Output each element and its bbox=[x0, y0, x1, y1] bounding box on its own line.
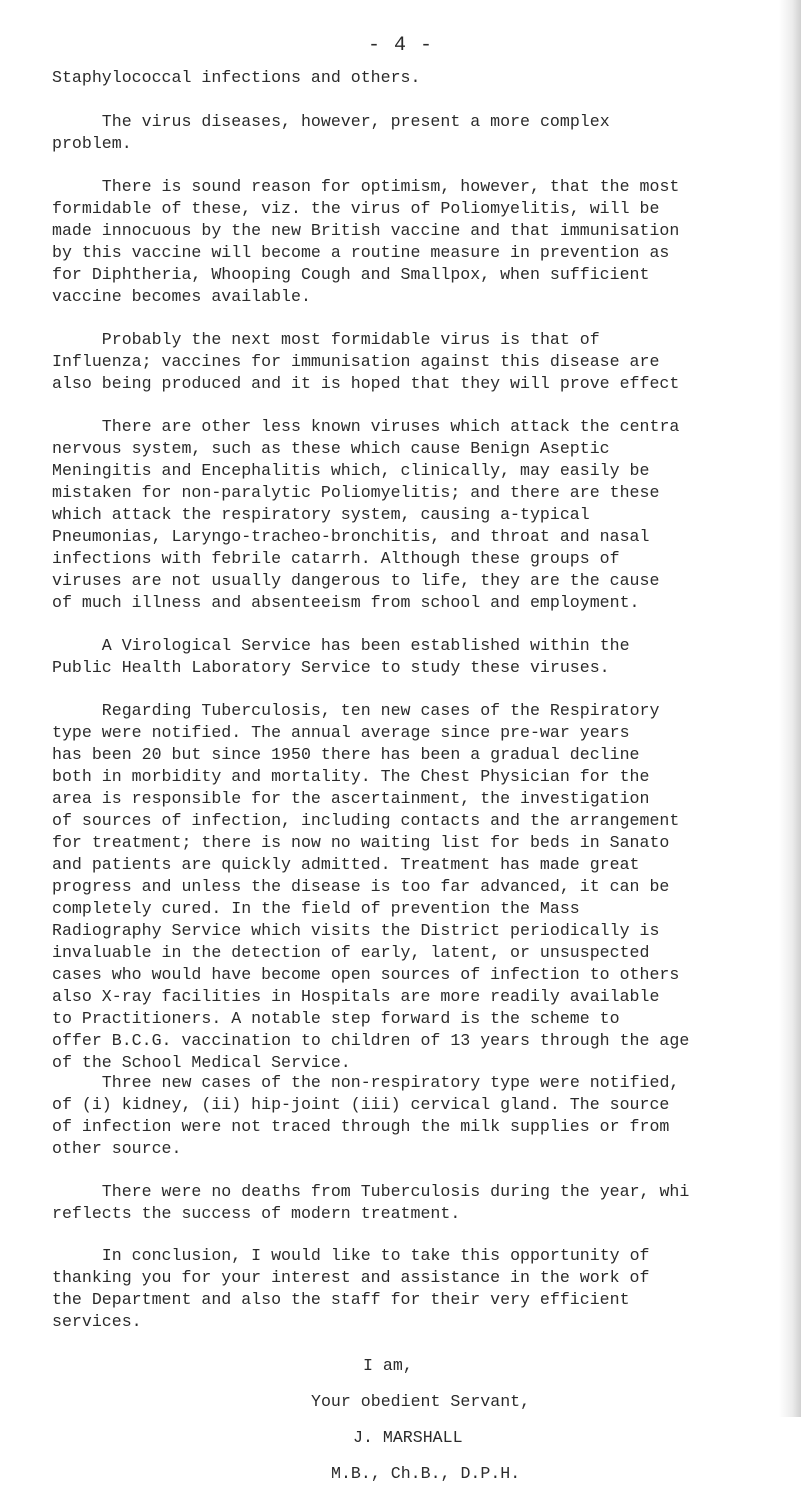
signature-qualifications: M.B., Ch.B., D.P.H. bbox=[331, 1464, 521, 1483]
page-number: - 4 - bbox=[367, 34, 433, 57]
page-edge-shadow bbox=[779, 0, 801, 1417]
paragraph-no-deaths: There were no deaths from Tuberculosis during the year, whi reflects the success of modern treatment. bbox=[52, 1182, 690, 1223]
paragraph-influenza: Probably the next most formidable virus is that of Influenza; vaccines for immunisation against this disease are also being produced and it is hoped that they will prove effect bbox=[52, 330, 680, 393]
paragraph-tuberculosis: Regarding Tuberculosis, ten new cases of the Respiratory type were notified. The annual average since pre-war years has been 20 but since 1950 there has been a gradual decline both in morbidity and mortality. The Chest Physician for the area is responsible for the ascertainment, the investigation of sources of infection, including contacts and the arrangement for treatment; there is now no waiting list for beds in Sanato and patients are quickly admitted. Treatment has made great progress and unless the disease is too far advanced, it can be completely cured. In the field of prevention the Mass Radiography Service which visits the District periodically is invaluable in the detection of early, latent, or unsuspected cases who would have become open sources of infection to others also X-ray facilities in Hospitals are more readily available to Practitioners. A notable step forward is the scheme to offer B.C.G. vaccination to children of 13 years through the age of the School Medical Service. bbox=[52, 701, 690, 1072]
signature-name: J. MARSHALL bbox=[353, 1428, 463, 1447]
paragraph-virus-diseases: The virus diseases, however, present a more complex problem. bbox=[52, 112, 610, 153]
paragraph-staphylococcal: Staphylococcal infections and others. bbox=[52, 68, 421, 87]
paragraph-other-viruses: There are other less known viruses which attack the centra nervous system, such as these which cause Benign Aseptic Meningitis and Encephalitis which, clinically, may easily be mistaken for non-paralytic Poliomyelitis; and there are these which attack the respiratory system, causing a-typical Pneumonias, Laryngo-tracheo-bronchitis, and throat and nasal infections with febrile catarrh. Although these groups of viruses are not usually dangerous to life, they are the cause of much illness and absenteeism from school and employment. bbox=[52, 417, 680, 612]
paragraph-conclusion: In conclusion, I would like to take this opportunity of thanking you for your interest and assistance in the work of the Department and also the staff for their very efficient services. bbox=[52, 1246, 650, 1331]
paragraph-poliomyelitis: There is sound reason for optimism, however, that the most formidable of these, viz. the virus of Poliomyelitis, will be made innocuous by the new British vaccine and that immunisation by this vaccine will become a routine measure in prevention as for Diphtheria, Whooping Cough and Smallpox, when sufficient vaccine becomes available. bbox=[52, 177, 680, 306]
paragraph-non-respiratory: Three new cases of the non-respiratory type were notified, of (i) kidney, (ii) hip-joint (iii) cervical gland. The source of infection were not traced through the milk supplies or from other source. bbox=[52, 1073, 680, 1158]
paragraph-virological-service: A Virological Service has been established within the Public Health Laboratory Service to study these viruses. bbox=[52, 636, 630, 677]
signature-salutation: Your obedient Servant, bbox=[311, 1392, 531, 1411]
signature-closing: I am, bbox=[363, 1356, 413, 1375]
